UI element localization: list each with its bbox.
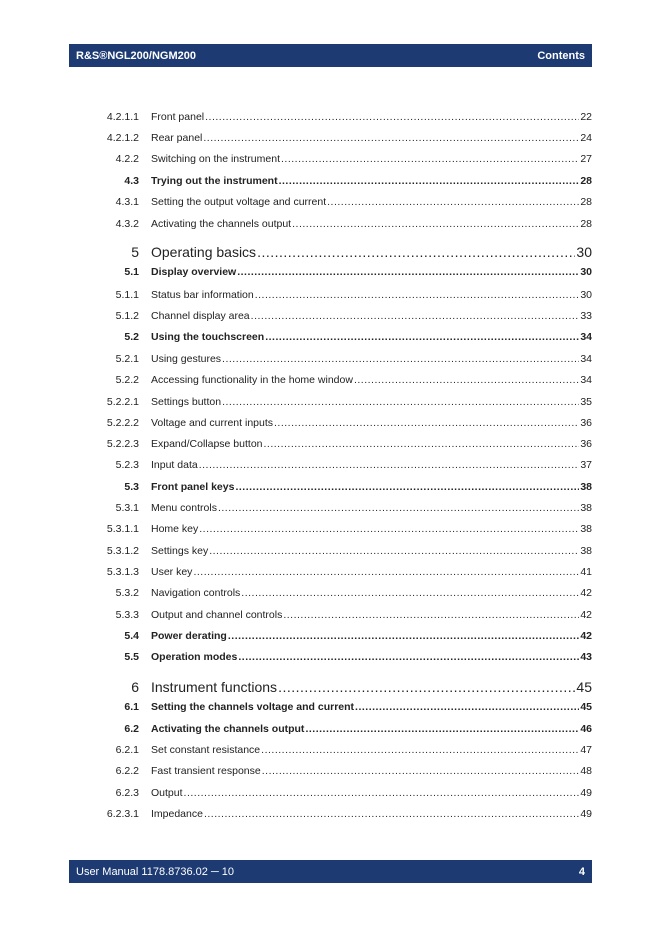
toc-leader-dots xyxy=(281,152,579,166)
toc-entry-number: 5.5 xyxy=(124,651,139,663)
toc-entry-title: Impedance xyxy=(151,808,203,820)
toc-leader-dots xyxy=(261,743,579,757)
toc-entry-title: Trying out the instrument xyxy=(151,175,278,187)
toc-entry-title: Front panel xyxy=(151,111,205,123)
toc-entry-number: 5.4 xyxy=(124,630,139,642)
toc-entry-number: 5.1 xyxy=(124,266,139,278)
toc-leader-dots xyxy=(218,501,579,515)
toc-entry[interactable] xyxy=(90,373,592,387)
toc-entry[interactable] xyxy=(90,243,592,261)
toc-entry[interactable] xyxy=(90,501,592,515)
toc-entry-page: 45 xyxy=(576,679,592,695)
toc-entry-number: 6.1 xyxy=(124,701,139,713)
toc-entry-number: 5.2 xyxy=(124,331,139,343)
toc-entry-number: 5.2.2 xyxy=(115,374,139,386)
toc-entry-number: 6.2.3 xyxy=(115,787,139,799)
toc-entry-title: Navigation controls xyxy=(151,587,241,599)
toc-entry-title: Rear panel xyxy=(151,132,203,144)
toc-entry-number: 4.2.1.1 xyxy=(106,111,139,123)
toc-entry[interactable] xyxy=(90,352,592,366)
toc-entry[interactable] xyxy=(90,786,592,800)
toc-entry[interactable] xyxy=(90,586,592,600)
toc-entry-page: 49 xyxy=(580,808,592,820)
toc-entry-page: 35 xyxy=(580,396,592,408)
toc-entry-number: 4.3 xyxy=(124,175,139,187)
toc-entry[interactable] xyxy=(90,650,592,664)
toc-entry-number: 5.2.2.3 xyxy=(106,438,139,450)
toc-entry-page: 43 xyxy=(580,651,592,663)
toc-entry-number: 5 xyxy=(131,244,139,260)
toc-entry-page: 38 xyxy=(580,545,592,557)
toc-entry-page: 27 xyxy=(580,153,592,165)
toc-entry-number: 6.2 xyxy=(124,723,139,735)
toc-entry-title: Power derating xyxy=(151,630,227,642)
toc-entry-title: Home key xyxy=(151,523,199,535)
toc-entry-title: Using gestures xyxy=(151,353,222,365)
toc-leader-dots xyxy=(193,565,579,579)
toc-entry-title: Activating the channels output xyxy=(151,218,292,230)
toc-entry-title: Input data xyxy=(151,459,198,471)
toc-leader-dots xyxy=(204,807,579,821)
toc-entry[interactable] xyxy=(90,217,592,231)
toc-entry[interactable] xyxy=(90,110,592,124)
toc-entry[interactable] xyxy=(90,480,592,494)
toc-entry-title: User key xyxy=(151,566,193,578)
toc-entry-page: 24 xyxy=(580,132,592,144)
toc-entry-number: 5.2.2.2 xyxy=(106,417,139,429)
toc-entry-page: 22 xyxy=(580,111,592,123)
toc-entry-page: 41 xyxy=(580,566,592,578)
toc-entry-page: 36 xyxy=(580,417,592,429)
toc-leader-dots xyxy=(274,416,579,430)
toc-leader-dots xyxy=(205,110,579,124)
toc-leader-dots xyxy=(235,480,579,494)
toc-entry-number: 6.2.3.1 xyxy=(106,808,139,820)
toc-entry-page: 42 xyxy=(580,587,592,599)
toc-leader-dots xyxy=(203,131,579,145)
toc-entry-page: 38 xyxy=(580,523,592,535)
toc-entry-page: 47 xyxy=(580,744,592,756)
toc-leader-dots xyxy=(228,629,579,643)
manual-id: User Manual 1178.8736.02 ─ 10 xyxy=(76,865,235,878)
toc-entry[interactable] xyxy=(90,807,592,821)
toc-entry[interactable] xyxy=(90,330,592,344)
toc-entry-page: 30 xyxy=(576,244,592,260)
toc-entry-number: 4.2.1.2 xyxy=(106,132,139,144)
toc-entry-number: 4.3.1 xyxy=(115,196,139,208)
toc-entry[interactable] xyxy=(90,722,592,736)
toc-leader-dots xyxy=(264,437,580,451)
toc-entry-number: 6.2.1 xyxy=(115,744,139,756)
toc-entry[interactable] xyxy=(90,195,592,209)
toc-entry[interactable] xyxy=(90,416,592,430)
page-header xyxy=(69,44,592,67)
toc-entry-page: 48 xyxy=(580,765,592,777)
toc-entry-page: 28 xyxy=(580,218,592,230)
toc-entry[interactable] xyxy=(90,395,592,409)
toc-entry-title: Using the touchscreen xyxy=(151,331,265,343)
toc-entry-title: Instrument functions xyxy=(151,679,278,695)
toc-entry-number: 5.3.1.3 xyxy=(106,566,139,578)
toc-entry-title: Front panel keys xyxy=(151,481,235,493)
toc-entry-title: Accessing functionality in the home window xyxy=(151,374,353,386)
toc-entry[interactable] xyxy=(90,629,592,643)
toc-entry[interactable] xyxy=(90,544,592,558)
toc-leader-dots xyxy=(262,764,580,778)
toc-entry-number: 4.3.2 xyxy=(115,218,139,230)
toc-leader-dots xyxy=(251,309,580,323)
toc-leader-dots xyxy=(257,243,575,261)
toc-entry[interactable] xyxy=(90,152,592,166)
toc-entry-number: 5.1.2 xyxy=(115,310,139,322)
toc-entry-page: 45 xyxy=(580,701,592,713)
toc-leader-dots xyxy=(354,373,579,387)
toc-entry[interactable] xyxy=(90,743,592,757)
toc-entry-title: Activating the channels output xyxy=(151,723,305,735)
toc-leader-dots xyxy=(355,700,579,714)
toc-leader-dots xyxy=(184,786,580,800)
toc-entry[interactable] xyxy=(90,700,592,714)
toc-entry[interactable] xyxy=(90,608,592,622)
toc-leader-dots xyxy=(283,608,579,622)
toc-entry-title: Menu controls xyxy=(151,502,217,514)
toc-entry-page: 38 xyxy=(580,502,592,514)
toc-leader-dots xyxy=(305,722,579,736)
toc-entry-number: 6 xyxy=(131,679,139,695)
toc-entry[interactable] xyxy=(90,131,592,145)
toc-entry-title: Expand/Collapse button xyxy=(151,438,263,450)
toc-entry-title: Voltage and current inputs xyxy=(151,417,274,429)
toc-leader-dots xyxy=(199,522,579,536)
toc-entry-page: 36 xyxy=(580,438,592,450)
toc-entry-title: Operating basics xyxy=(151,244,257,260)
toc-entry[interactable] xyxy=(90,288,592,302)
toc-leader-dots xyxy=(237,265,579,279)
toc-leader-dots xyxy=(238,650,579,664)
toc-entry-page: 46 xyxy=(580,723,592,735)
toc-entry-title: Channel display area xyxy=(151,310,250,322)
toc-leader-dots xyxy=(255,288,580,302)
toc-leader-dots xyxy=(209,544,579,558)
toc-entry-title: Settings key xyxy=(151,545,209,557)
toc-leader-dots xyxy=(222,395,579,409)
toc-leader-dots xyxy=(265,330,579,344)
toc-entry-title: Set constant resistance xyxy=(151,744,261,756)
toc-entry-number: 5.1.1 xyxy=(115,289,139,301)
toc-entry-title: Settings button xyxy=(151,396,222,408)
toc-leader-dots xyxy=(278,678,575,696)
toc-entry-title: Display overview xyxy=(151,266,237,278)
toc-entry-title: Output and channel controls xyxy=(151,609,283,621)
toc-entry-title: Status bar information xyxy=(151,289,254,301)
toc-leader-dots xyxy=(279,174,580,188)
page-footer xyxy=(69,860,592,883)
toc-entry-number: 5.2.2.1 xyxy=(106,396,139,408)
toc-entry-title: Setting the channels voltage and current xyxy=(151,701,355,713)
toc-entry-page: 34 xyxy=(580,374,592,386)
toc-leader-dots xyxy=(199,458,580,472)
toc-entry-page: 33 xyxy=(580,310,592,322)
toc-entry-page: 34 xyxy=(580,331,592,343)
toc-entry-title: Output xyxy=(151,787,183,799)
toc-entry[interactable] xyxy=(90,764,592,778)
toc-entry-title: Fast transient response xyxy=(151,765,261,777)
toc-entry-page: 30 xyxy=(580,289,592,301)
toc-entry[interactable] xyxy=(90,437,592,451)
toc-entry-number: 5.3.1 xyxy=(115,502,139,514)
toc-entry-number: 5.3 xyxy=(124,481,139,493)
toc-leader-dots xyxy=(241,586,579,600)
toc-entry-page: 38 xyxy=(580,481,592,493)
toc-leader-dots xyxy=(327,195,579,209)
toc-entry-number: 4.2.2 xyxy=(115,153,139,165)
toc-entry[interactable] xyxy=(90,678,592,696)
toc-entry-page: 28 xyxy=(580,175,592,187)
toc-entry[interactable] xyxy=(90,522,592,536)
toc-entry-page: 42 xyxy=(580,609,592,621)
toc-entry-page: 37 xyxy=(580,459,592,471)
toc-entry-title: Setting the output voltage and current xyxy=(151,196,327,208)
toc-entry-number: 6.2.2 xyxy=(115,765,139,777)
toc-entry-title: Operation modes xyxy=(151,651,238,663)
toc-leader-dots xyxy=(292,217,579,231)
section-title: Contents xyxy=(537,49,585,62)
toc-entry-page: 28 xyxy=(580,196,592,208)
toc-entry[interactable] xyxy=(90,265,592,279)
toc-entry-page: 42 xyxy=(580,630,592,642)
page-number: 4 xyxy=(578,865,585,878)
toc-entry-number: 5.3.3 xyxy=(115,609,139,621)
product-name: R&S®NGL200/NGM200 xyxy=(76,49,196,62)
toc-leader-dots xyxy=(222,352,579,366)
toc-entry-number: 5.3.1.2 xyxy=(106,545,139,557)
toc-entry-title: Switching on the instrument xyxy=(151,153,280,165)
toc-entry[interactable] xyxy=(90,309,592,323)
toc-entry-page: 30 xyxy=(580,266,592,278)
toc-entry-page: 34 xyxy=(580,353,592,365)
toc-entry-number: 5.3.1.1 xyxy=(106,523,139,535)
toc-entry-number: 5.3.2 xyxy=(115,587,139,599)
toc-entry[interactable] xyxy=(90,458,592,472)
toc-entry[interactable] xyxy=(90,174,592,188)
toc-entry-number: 5.2.1 xyxy=(115,353,139,365)
toc-entry-number: 5.2.3 xyxy=(115,459,139,471)
toc-entry[interactable] xyxy=(90,565,592,579)
toc-entry-page: 49 xyxy=(580,787,592,799)
